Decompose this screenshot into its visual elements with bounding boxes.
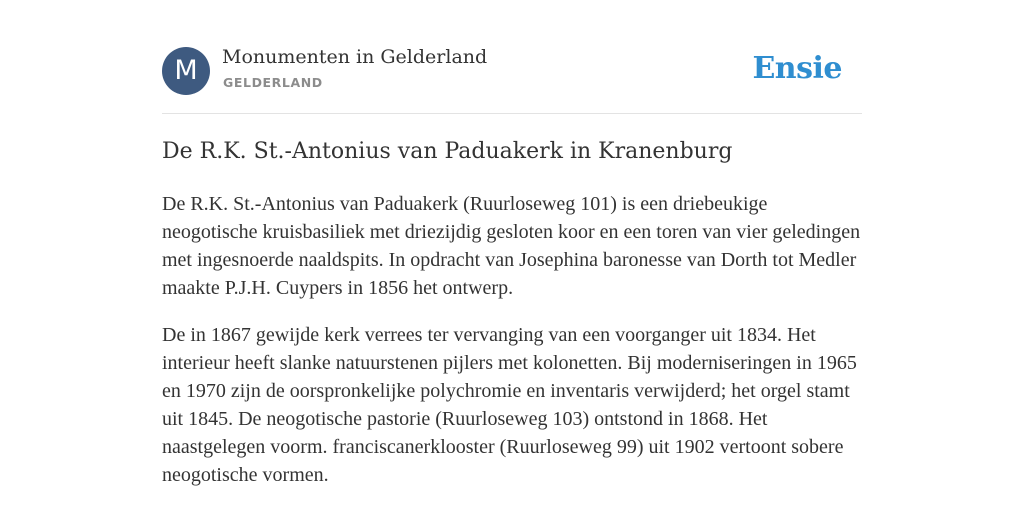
collection-region-label: GELDERLAND	[223, 75, 323, 90]
article-paragraph-1: De R.K. St.-Antonius van Paduakerk (Ruurloseweg 101) is een driebeukige neogotische kruisbasiliek met driezijdig gesloten koor en een toren van vier geledingen met ingesnoerde naaldspits. In opdracht van Josephina baronesse van Dorth tot Medler maakte P.J.H. Cuypers in 1856 het ontwerp.	[162, 193, 861, 299]
collection-avatar[interactable]: M	[162, 47, 210, 95]
page-container	[162, 0, 862, 486]
article-paragraph-2: De in 1867 gewijde kerk verrees ter vervanging van een voorganger uit 1834. Het interieur heeft slanke natuurstenen pijlers met kolonetten. Bij moderniseringen in 1965 en 1970 zijn de oorspronkelijke polychromie en inventaris verwijderd; het orgel stamt uit 1845. De neogotische pastorie (Ruurloseweg 103) ontstond in 1868. Het naastgelegen voorm. franciscanerklooster (Ruurloseweg 99) uit 1902 vertoont sobere neogotische vormen.	[162, 324, 857, 486]
header	[162, 0, 862, 114]
collection-title-link[interactable]: Monumenten in Gelderland	[222, 46, 488, 68]
article-title: De R.K. St.-Antonius van Paduakerk in Kranenburg	[162, 139, 733, 164]
ensie-logo[interactable]: Ensie	[752, 51, 842, 86]
